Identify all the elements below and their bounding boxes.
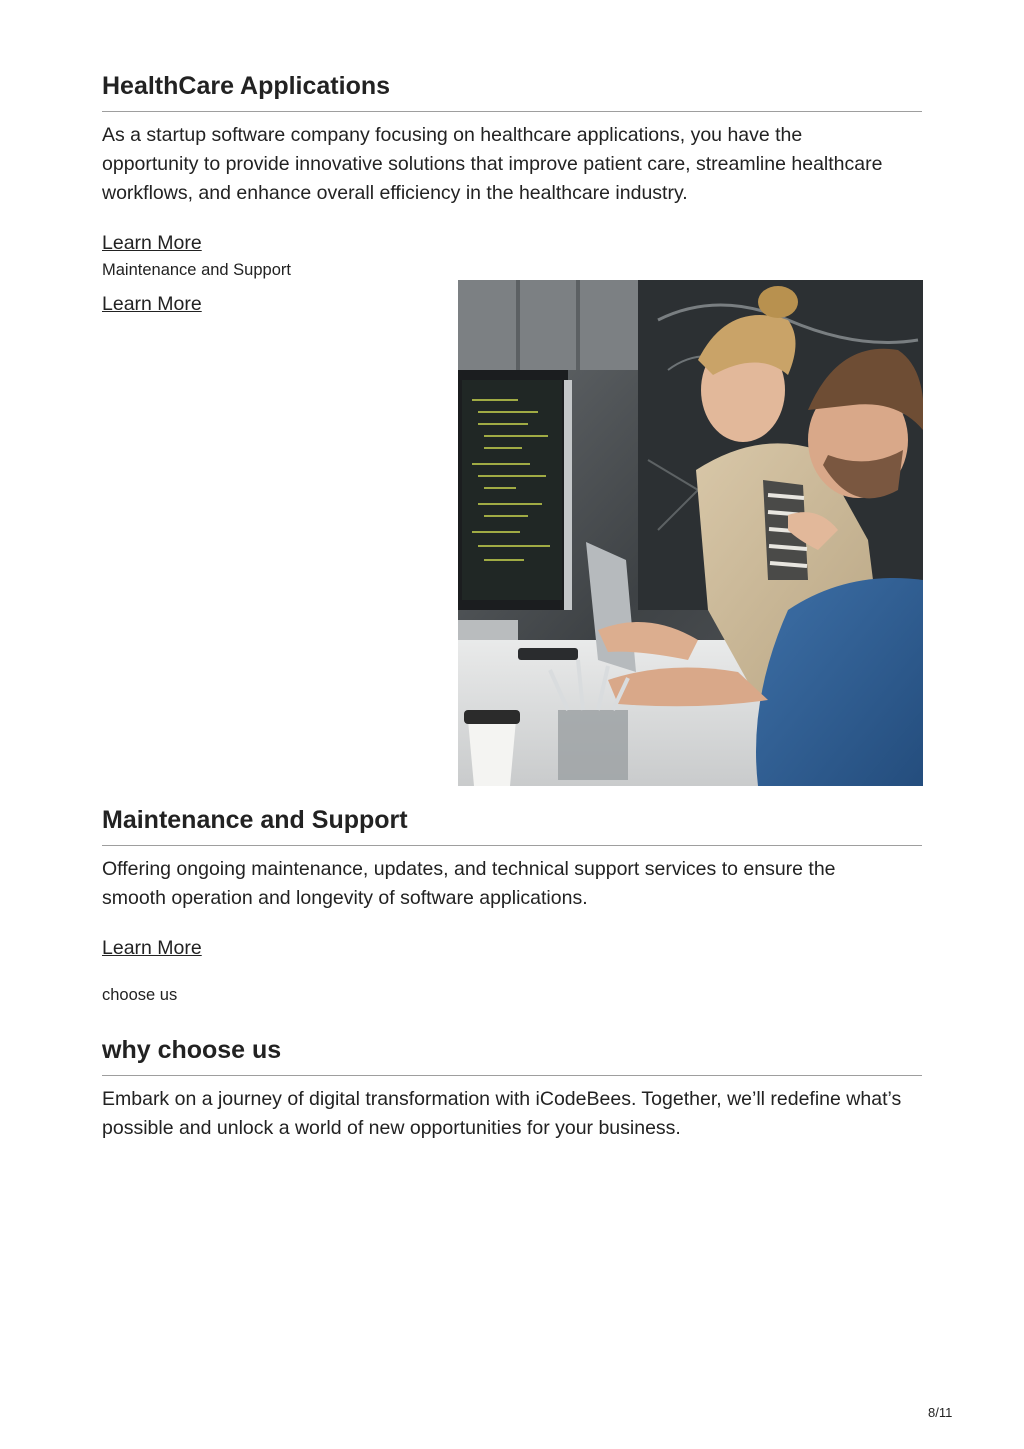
developers-photo bbox=[458, 280, 923, 786]
maintenance-teaser-learn-more-link[interactable]: Learn More bbox=[102, 293, 202, 315]
page-number: 8/11 bbox=[928, 1405, 953, 1420]
maintenance-description: Offering ongoing maintenance, updates, and technical support services to ensure the smooth operation and longevity of software applications. bbox=[102, 858, 836, 909]
why-choose-us-divider bbox=[102, 1075, 922, 1076]
choose-us-kicker: choose us bbox=[102, 986, 178, 1004]
healthcare-title: HealthCare Applications bbox=[102, 72, 391, 100]
maintenance-teaser-label: Maintenance and Support bbox=[102, 261, 291, 279]
why-choose-us-title: why choose us bbox=[102, 1036, 282, 1064]
maintenance-divider bbox=[102, 845, 922, 846]
maintenance-title: Maintenance and Support bbox=[102, 806, 408, 834]
healthcare-description: As a startup software company focusing on healthcare applications, you have the opportunity to provide innovative solutions that improve patient care, streamline healthcare workflows, and enhance overall efficiency in the healthcare industry. bbox=[102, 124, 883, 204]
healthcare-divider bbox=[102, 111, 922, 112]
healthcare-learn-more-link[interactable]: Learn More bbox=[102, 232, 202, 254]
why-choose-us-description: Embark on a journey of digital transformation with iCodeBees. Together, we’ll redefine what’s possible and unlock a world of new opportunities for your business. bbox=[102, 1088, 902, 1139]
maintenance-learn-more-link[interactable]: Learn More bbox=[102, 937, 202, 959]
